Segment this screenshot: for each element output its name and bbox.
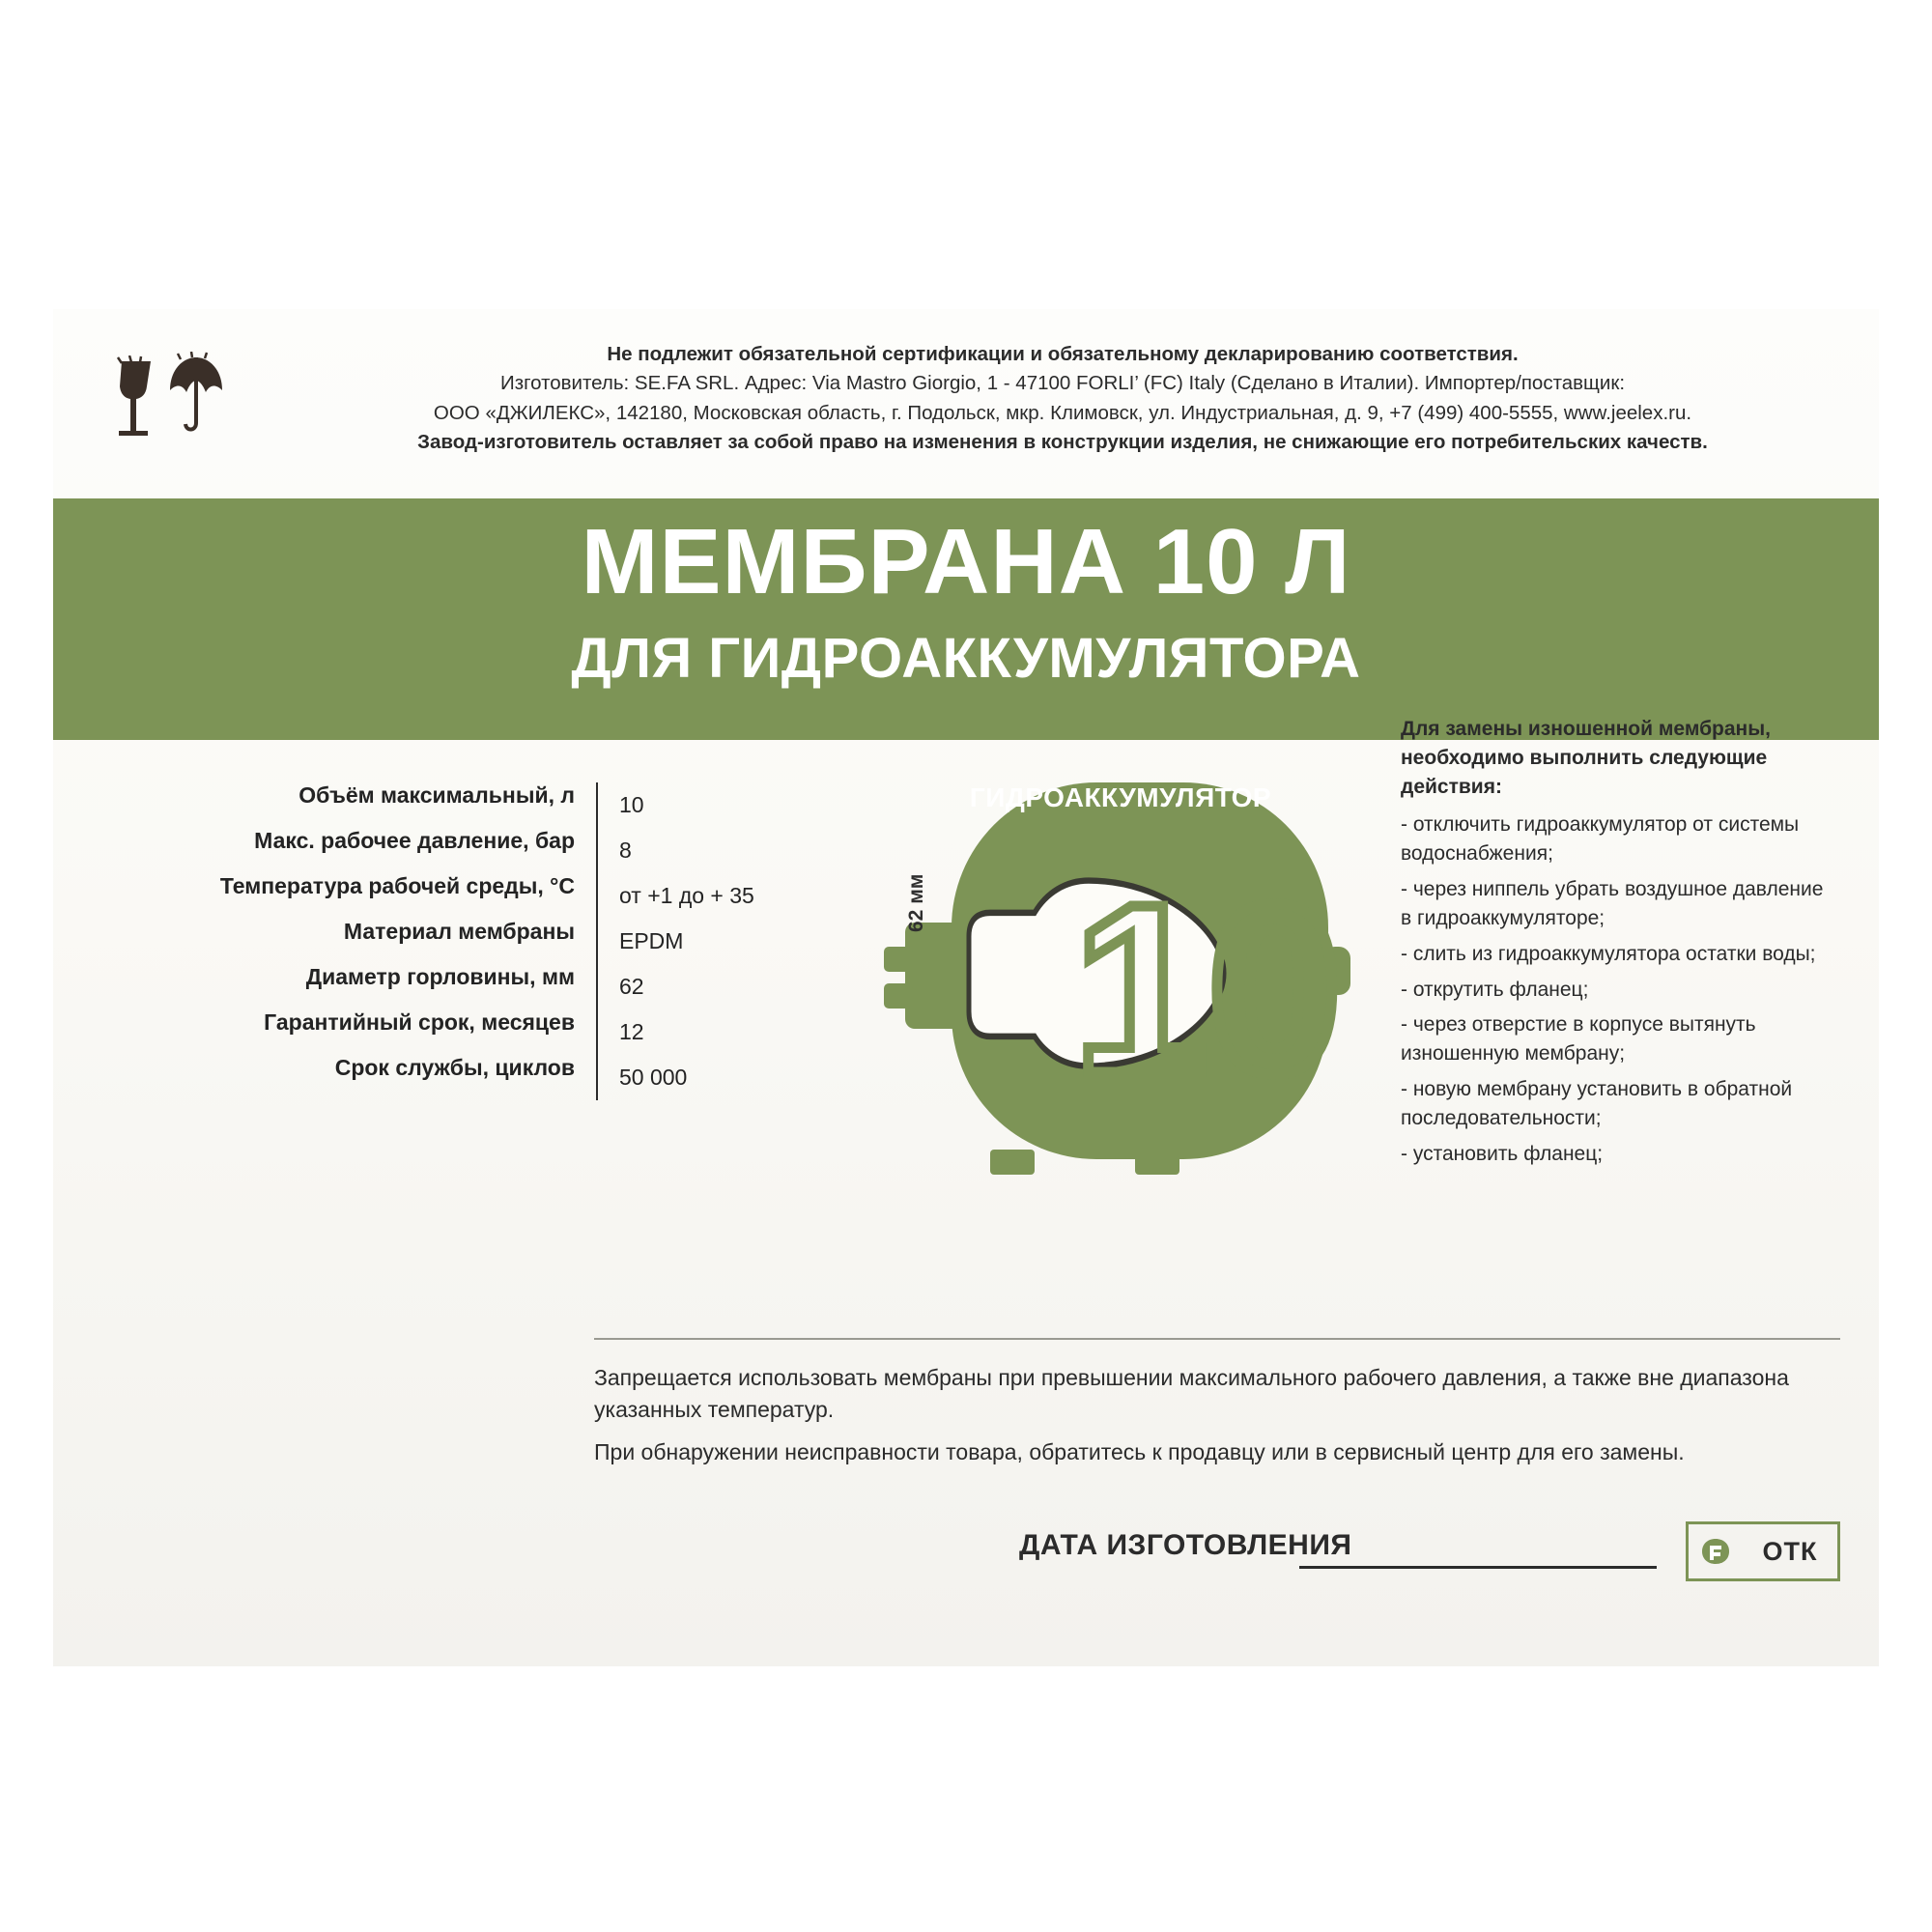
spec-value: EPDM <box>596 919 855 964</box>
product-label-sheet <box>53 309 1879 1666</box>
footer-block <box>53 1521 1879 1608</box>
section-divider <box>594 1338 1840 1340</box>
spec-value: от +1 до + 35 <box>596 873 855 919</box>
manufacturer-line: Изготовитель: SE.FA SRL. Адрес: Via Mastro Giorgio, 1 - 47100 FORLI’ (FC) Italy (Сделано в Италии). Импортер/поставщик: <box>499 372 1626 395</box>
spec-label: Срок службы, циклов <box>334 1055 575 1080</box>
table-row <box>159 919 855 964</box>
product-title: МЕМБРАНА 10 Л <box>581 510 1351 613</box>
importer-line: ООО «ДЖИЛЕКС», 142180, Московская область, г. Подольск, мкр. Климовск, ул. Индустриальная, д. 9, +7 (499) 400-5555, www.jeelex.ru. <box>433 401 1692 424</box>
manufacture-date-line <box>1299 1566 1657 1569</box>
illustration-caption: ГИДРОАККУМУЛЯТОР <box>969 782 1272 812</box>
otk-label: ОТК <box>1762 1536 1818 1566</box>
spec-label: Температура рабочей среды, °C <box>219 873 575 898</box>
status-badge <box>1686 1521 1840 1581</box>
spec-label: Материал мембраны <box>343 919 575 944</box>
table-row <box>159 873 855 919</box>
spec-value: 12 <box>596 1009 855 1055</box>
list-item: - открутить фланец; <box>1401 978 1589 1001</box>
warning-line-1: Запрещается использовать мембраны при превышении максимального рабочего давления, а также вне диапазона указанных температур. <box>594 1365 1789 1423</box>
spec-label: Диаметр горловины, мм <box>305 964 575 989</box>
manufacture-date-label: ДАТА ИЗГОТОВЛЕНИЯ <box>1019 1529 1352 1561</box>
list-item: - отключить гидроаккумулятор от системы водоснабжения; <box>1401 813 1800 866</box>
spec-value: 8 <box>596 828 855 873</box>
svg-text:10: 10 <box>1072 854 1343 1123</box>
certification-note: Не подлежит обязательной сертификации и обязательному декларированию соответствия. <box>607 343 1519 365</box>
spec-label: Гарантийный срок, месяцев <box>264 1009 575 1035</box>
capacity-number-graphic <box>1067 840 1348 1130</box>
spec-value: 62 <box>596 964 855 1009</box>
list-item: - установить фланец; <box>1401 1142 1604 1165</box>
table-row <box>159 782 855 828</box>
spec-value: 50 000 <box>596 1055 855 1100</box>
hydroaccumulator-illustration <box>845 763 1386 1217</box>
list-item: - новую мембрану установить в обратной последовательности; <box>1401 1077 1793 1129</box>
header-text <box>275 340 1850 457</box>
replacement-instructions <box>1401 715 1835 1175</box>
table-row <box>159 964 855 1009</box>
jeelex-logo-icon <box>1689 1524 1743 1578</box>
list-item: - через ниппель убрать воздушное давление в гидроаккумуляторе; <box>1401 878 1824 929</box>
specifications-table <box>159 782 855 1100</box>
table-row <box>159 1009 855 1055</box>
factory-disclaimer: Завод-изготовитель оставляет за собой право на изменения в конструкции изделия, не снижающие его потребительских качеств. <box>417 430 1708 453</box>
list-item: - слить из гидроаккумулятора остатки воды; <box>1401 942 1816 965</box>
header-info-block <box>53 321 1879 495</box>
title-band <box>53 498 1879 740</box>
spec-value: 10 <box>596 782 855 828</box>
table-row <box>159 1055 855 1100</box>
keep-dry-umbrella-icon <box>166 352 226 449</box>
handling-icons <box>106 348 242 454</box>
warning-line-2: При обнаружении неисправности товара, обратитесь к продавцу или в сервисный центр для его замены. <box>594 1438 1685 1464</box>
neck-diameter-label: 62 мм <box>905 873 927 932</box>
product-subtitle: ДЛЯ ГИДРОАККУМУЛЯТОРА <box>571 627 1361 690</box>
fragile-glass-icon <box>112 355 162 449</box>
instructions-heading: Для замены изношенной мембраны, необходимо выполнить следующие действия: <box>1401 718 1772 798</box>
spec-label: Макс. рабочее давление, бар <box>254 828 575 853</box>
spec-label: Объём максимальный, л <box>298 782 575 808</box>
warning-text <box>594 1362 1850 1478</box>
list-item: - через отверстие в корпусе вытянуть изношенную мембрану; <box>1401 1013 1756 1065</box>
table-row <box>159 828 855 873</box>
